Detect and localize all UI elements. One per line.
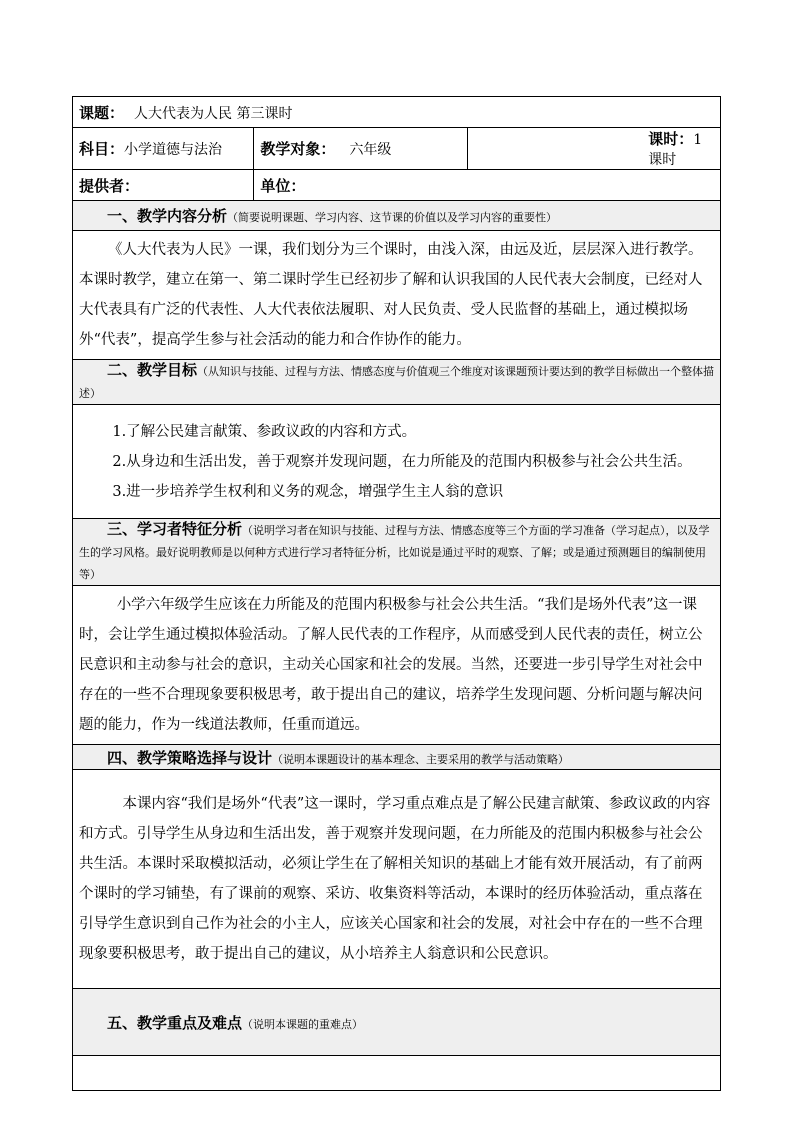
provider-row bbox=[73, 170, 721, 201]
section-4-title: 四、教学策略选择与设计 bbox=[107, 748, 273, 767]
section-2-title: 二、教学目标 bbox=[107, 361, 198, 379]
section-1-note: （简要说明课题、学习内容、这节课的价值以及学习内容的重要性） bbox=[227, 211, 558, 224]
section-1-header bbox=[73, 201, 721, 231]
hours-label: 课时： bbox=[648, 130, 694, 148]
section-3-note: （说明学习者在知识与技能、过程与方法、情感态度等三个方面的学习准备（学习起点），以及学生的学习风格。最好说明教师是以何种方式进行学习者特征分析，比如说是通过平时的观察、了解；或是通过预测题目的编制使用等） bbox=[79, 524, 710, 581]
section-5-note: （说明本课题的重难点） bbox=[242, 1017, 364, 1031]
section-3-body-row bbox=[73, 586, 721, 745]
objective-1: 1.了解公民建言献策、参政议政的内容和方式。 bbox=[112, 423, 417, 440]
section-5-body-row bbox=[73, 1056, 721, 1091]
provider-label: 提供者： bbox=[79, 176, 140, 195]
section-2-note: （从知识与技能、过程与方法、情感态度与价值观三个维度对该课题预计要达到的教学目标做出一个整体描述） bbox=[79, 365, 715, 400]
section-2-header bbox=[73, 360, 721, 405]
target-value: 六年级 bbox=[349, 142, 392, 158]
hours-value: 1 课时 bbox=[648, 132, 703, 168]
topic-row bbox=[73, 97, 721, 128]
section-4-note: （说明本课题设计的基本理念、主要采用的教学与活动策略） bbox=[272, 752, 570, 766]
section-1-title: 一、教学内容分析 bbox=[107, 207, 228, 225]
section-4-header bbox=[73, 745, 721, 770]
subject-value: 小学道德与法治 bbox=[124, 142, 223, 158]
subject-row bbox=[73, 128, 721, 170]
section-2-body-row bbox=[73, 405, 721, 519]
unit-label: 单位： bbox=[260, 176, 306, 195]
lesson-plan-table bbox=[72, 96, 721, 1091]
section-1-body-row bbox=[73, 231, 721, 360]
section-3-title: 三、学习者特征分析 bbox=[107, 520, 243, 538]
subject-label: 科目： bbox=[79, 140, 125, 158]
section-5-header bbox=[73, 989, 721, 1056]
section-3-body: 小学六年级学生应该在力所能及的范围内积极参与社会公共生活。“我们是场外代表”这一课时，会让学生通过模拟体验活动。了解人民代表的工作程序，从而感受到人民代表的责任，树立公民意识和主动参与社会的意识，主动关心国家和社会的发展。当然，还要进一步引导学生对社会中存在的一些不合理现象要积极思考，敢于提出自己的建议，培养学生发现问题、分析问题与解决问题的能力，作为一线道法教师，任重而道远。 bbox=[79, 597, 703, 733]
target-label: 教学对象： bbox=[260, 140, 336, 158]
section-4-body: 本课内容“我们是场外“代表”这一课时，学习重点难点是了解公民建言献策、参政议政的内容和方式。引导学生从身边和生活出发，善于观察并发现问题，在力所能及的范围内积极参与社会公共生活。本课时采取模拟活动，必须让学生在了解相关知识的基础上才能有效开展活动，有了前两个课时的学习铺垫，有了课前的观察、采访、收集资料等活动，本课时的经历体验活动，重点落在引导学生意识到自己作为社会的小主人，应该关心国家和社会的发展，对社会中存在的一些不合理现象要积极思考，敢于提出自己的建议，从小培养主人翁意识和公民意识。 bbox=[79, 796, 711, 962]
section-4-body-row bbox=[73, 770, 721, 989]
objective-2: 2.从身边和生活出发，善于观察并发现问题，在力所能及的范围内积极参与社会公共生活。 bbox=[112, 453, 692, 470]
section-1-body: 《人大代表为人民》一课，我们划分为三个课时，由浅入深，由远及近，层层深入进行教学。本课时教学，建立在第一、第二课时学生已经初步了解和认识我国的人民代表大会制度，已经对人大代表具有广泛的代表性、人大代表依法履职、对人民负责、受人民监督的基础上，通过模拟场外“代表”，提高学生参与社会活动的能力和合作协作的能力。 bbox=[79, 242, 703, 348]
objective-3: 3.进一步培养学生权利和义务的观念，增强学生主人翁的意识 bbox=[112, 483, 504, 500]
topic-label: 课题： bbox=[79, 103, 125, 122]
section-5-title: 五、教学重点及难点 bbox=[107, 1013, 243, 1032]
section-3-header bbox=[73, 519, 721, 586]
topic-value: 人大代表为人民 第三课时 bbox=[134, 105, 293, 122]
